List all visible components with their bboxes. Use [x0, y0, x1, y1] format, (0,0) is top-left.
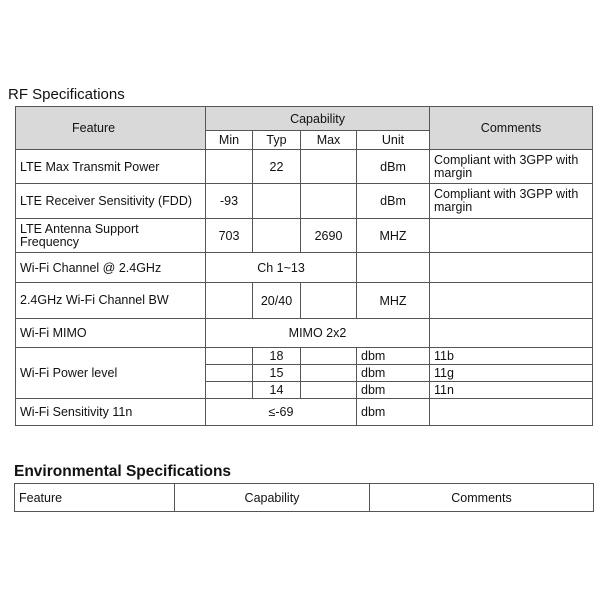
table-row — [16, 283, 593, 319]
feature-cell: Wi-Fi Sensitivity 11n — [16, 399, 206, 426]
max-cell — [301, 348, 357, 365]
capability-value-cell: ≤-69 — [206, 399, 357, 426]
feature-cell: 2.4GHz Wi-Fi Channel BW — [16, 283, 206, 319]
max-cell — [301, 150, 357, 184]
unit-cell: MHZ — [357, 283, 430, 319]
max-cell — [301, 365, 357, 382]
feature-cell: LTE Antenna Support Frequency — [16, 219, 206, 253]
table-row — [16, 184, 593, 219]
table-header-row — [16, 107, 593, 131]
table-row — [16, 150, 593, 184]
min-cell — [206, 283, 253, 319]
unit-header: Unit — [357, 131, 430, 150]
typ-cell: 22 — [253, 150, 301, 184]
rf-specifications-title: RF Specifications — [8, 86, 125, 103]
max-header: Max — [301, 131, 357, 150]
table-row — [16, 319, 593, 348]
min-cell — [206, 382, 253, 399]
max-cell — [301, 382, 357, 399]
max-cell — [301, 283, 357, 319]
comments-header: Comments — [370, 484, 594, 512]
table-row — [16, 253, 593, 283]
capability-header: Capability — [206, 107, 430, 131]
comments-cell: Compliant with 3GPP with margin — [430, 184, 593, 219]
comments-cell — [430, 219, 593, 253]
table-header-row — [15, 484, 594, 512]
unit-cell: dBm — [357, 150, 430, 184]
typ-cell — [253, 184, 301, 219]
feature-header: Feature — [15, 484, 175, 512]
capability-header: Capability — [175, 484, 370, 512]
max-cell: 2690 — [301, 219, 357, 253]
unit-cell: dbm — [357, 365, 430, 382]
capability-value-cell: Ch 1~13 — [206, 253, 357, 283]
feature-cell: Wi-Fi MIMO — [16, 319, 206, 348]
min-cell — [206, 348, 253, 365]
rf-specifications-table — [15, 106, 593, 426]
environmental-specifications-table — [14, 483, 594, 512]
comments-cell — [430, 399, 593, 426]
table-row — [16, 399, 593, 426]
feature-cell: Wi-Fi Channel @ 2.4GHz — [16, 253, 206, 283]
environmental-specifications-title: Environmental Specifications — [14, 463, 232, 480]
comments-cell — [430, 319, 593, 348]
unit-cell: dbm — [357, 382, 430, 399]
typ-header: Typ — [253, 131, 301, 150]
feature-cell: Wi-Fi Power level — [16, 348, 206, 399]
min-cell — [206, 365, 253, 382]
min-cell: -93 — [206, 184, 253, 219]
unit-cell: dbm — [357, 399, 430, 426]
typ-cell: 15 — [253, 365, 301, 382]
feature-cell: LTE Max Transmit Power — [16, 150, 206, 184]
feature-header: Feature — [16, 107, 206, 150]
comments-cell — [430, 253, 593, 283]
unit-cell: dbm — [357, 348, 430, 365]
table-row — [16, 348, 593, 365]
unit-cell: MHZ — [357, 219, 430, 253]
min-header: Min — [206, 131, 253, 150]
comments-cell — [430, 283, 593, 319]
typ-cell: 18 — [253, 348, 301, 365]
min-cell — [206, 150, 253, 184]
unit-cell — [357, 253, 430, 283]
comments-cell: 11n — [430, 382, 593, 399]
comments-cell: 11g — [430, 365, 593, 382]
min-cell: 703 — [206, 219, 253, 253]
comments-cell: Compliant with 3GPP with margin — [430, 150, 593, 184]
feature-cell: LTE Receiver Sensitivity (FDD) — [16, 184, 206, 219]
max-cell — [301, 184, 357, 219]
typ-cell: 20/40 — [253, 283, 301, 319]
table-row — [16, 219, 593, 253]
capability-value-cell: MIMO 2x2 — [206, 319, 430, 348]
typ-cell — [253, 219, 301, 253]
comments-cell: 11b — [430, 348, 593, 365]
typ-cell: 14 — [253, 382, 301, 399]
unit-cell: dBm — [357, 184, 430, 219]
comments-header: Comments — [430, 107, 593, 150]
